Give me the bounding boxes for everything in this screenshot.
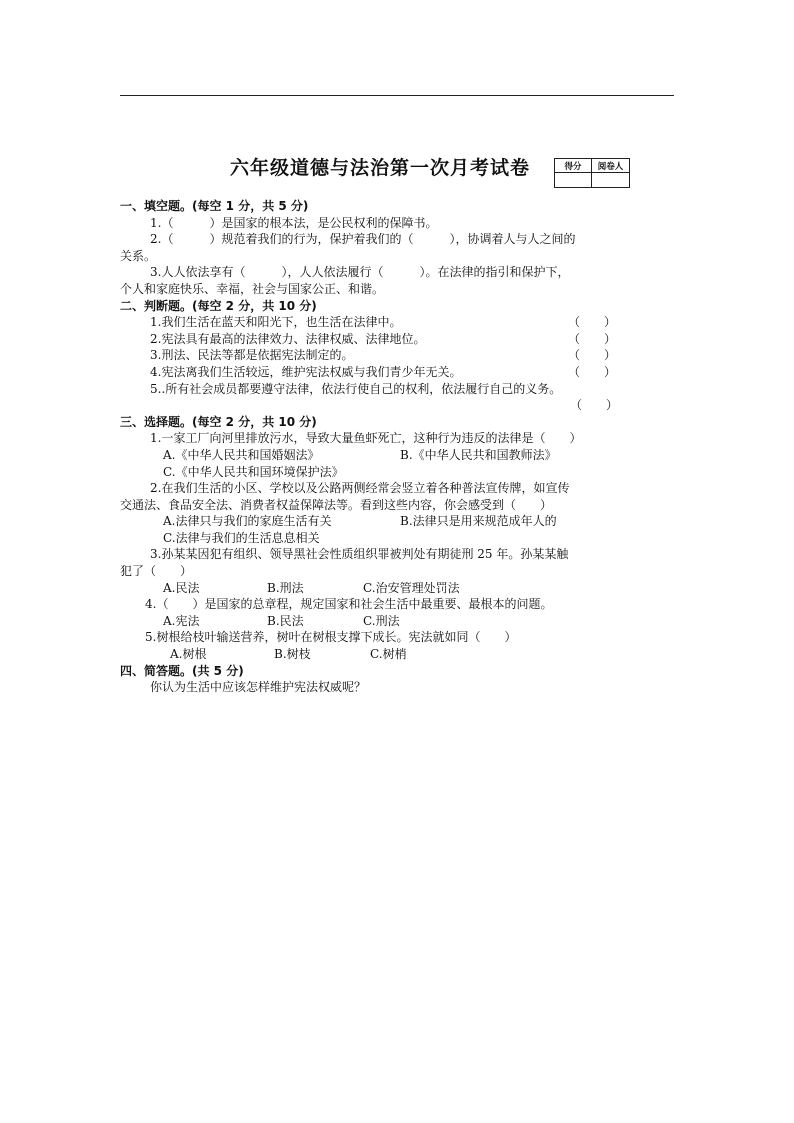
fill-q2-line1: 2.（ ）规范着我们的行为，保护着我们的（ ），协调着人与人之间的 <box>150 232 576 247</box>
choice-q5-options <box>120 646 680 663</box>
choice-q2-option-c[interactable]: C.法律与我们的生活息息相关 <box>163 530 320 545</box>
choice-q1-option-a[interactable]: A.《中华人民共和国婚姻法》 <box>163 447 320 462</box>
choice-q4-option-b[interactable]: B.民法 <box>267 613 304 628</box>
choice-q4-options <box>120 613 680 630</box>
top-rule <box>120 95 674 96</box>
choice-q1-options <box>120 447 680 464</box>
short-answer-question: 你认为生活中应该怎样维护宪法权威呢？ <box>150 680 367 695</box>
choice-q3-line2: 犯了（ ） <box>120 564 193 579</box>
score-cell[interactable] <box>555 173 592 187</box>
grader-cell[interactable] <box>592 173 629 187</box>
choice-q4: 4.（ ）是国家的总章程，规定国家和社会生活中最重要、最根本的问题。 <box>145 597 553 612</box>
judge-q5: 5..所有社会成员都要遵守法律，依法行使自己的权利，依法履行自己的义务。 <box>150 381 562 396</box>
judge-item <box>120 364 680 381</box>
choice-q3-options <box>120 580 680 597</box>
choice-q5-option-c[interactable]: C.树梢 <box>370 647 407 662</box>
judge-q2-answer[interactable]: （ ） <box>568 331 617 346</box>
choice-q2-option-b[interactable]: B.法律只是用来规范成年人的 <box>400 514 557 529</box>
choice-q5-option-b[interactable]: B.树枝 <box>274 647 311 662</box>
choice-q2-line2: 交通法、食品安全法、消费者权益保障法等。看到这些内容，你会感受到（ ） <box>120 497 553 512</box>
judge-q5-answer[interactable]: （ ） <box>570 398 619 413</box>
section3-heading: 三、选择题。(每空 2 分，共 10 分) <box>120 414 317 429</box>
choice-q2-options <box>120 513 680 530</box>
score-box <box>554 158 630 188</box>
judge-item <box>120 314 680 331</box>
choice-q3-line1: 3.孙某某因犯有组织、领导黑社会性质组织罪被判处有期徒刑 25 年。孙某某触 <box>150 547 569 562</box>
section4-heading: 四、简答题。(共 5 分) <box>120 663 244 678</box>
fill-q3-line1: 3.人人依法享有（ ），人人依法履行（ ）。在法律的指引和保护下， <box>150 265 570 280</box>
grader-label: 阅卷人 <box>592 159 629 173</box>
choice-q1-option-c[interactable]: C.《中华人民共和国环境保护法》 <box>163 464 344 479</box>
choice-q5: 5.树根给枝叶输送营养，树叶在树根支撑下成长。宪法就如同（ ） <box>145 630 517 645</box>
choice-q5-option-a[interactable]: A.树根 <box>170 647 207 662</box>
judge-item <box>120 347 680 364</box>
choice-q1-option-b[interactable]: B.《中华人民共和国教师法》 <box>400 447 557 462</box>
choice-q3-option-c[interactable]: C.治安管理处罚法 <box>363 580 460 595</box>
judge-q4-answer[interactable]: （ ） <box>568 364 617 379</box>
section1-heading: 一、填空题。(每空 1 分，共 5 分) <box>120 199 309 213</box>
choice-q2-option-a[interactable]: A.法律只与我们的家庭生活有关 <box>163 514 332 529</box>
exam-content <box>120 198 680 696</box>
score-label: 得分 <box>555 159 592 173</box>
choice-q4-option-a[interactable]: A.宪法 <box>163 613 200 628</box>
judge-q3: 3.刑法、民法等都是依据宪法制定的。 <box>150 348 354 363</box>
fill-q3-line2: 个人和家庭快乐、幸福，社会与国家公正、和谐。 <box>120 281 385 296</box>
choice-q1: 1.一家工厂向河里排放污水，导致大量鱼虾死亡，这种行为违反的法律是（ ） <box>150 431 582 446</box>
fill-q1: 1.（ ）是国家的根本法，是公民权利的保障书。 <box>150 215 438 230</box>
judge-q4: 4.宪法离我们生活较远，维护宪法权威与我们青少年无关。 <box>150 364 462 379</box>
judge-q3-answer[interactable]: （ ） <box>568 348 617 363</box>
section2-heading: 二、判断题。(每空 2 分，共 10 分) <box>120 298 317 313</box>
fill-q2-line2: 关系。 <box>120 248 157 263</box>
judge-q1: 1.我们生活在蓝天和阳光下，也生活在法律中。 <box>150 315 402 330</box>
judge-q1-answer[interactable]: （ ） <box>568 315 617 330</box>
choice-q4-option-c[interactable]: C.刑法 <box>363 613 400 628</box>
choice-q2-line1: 2.在我们生活的小区、学校以及公路两侧经常会竖立着各种普法宣传牌，如宣传 <box>150 481 570 496</box>
judge-item <box>120 331 680 348</box>
judge-q2: 2.宪法具有最高的法律效力、法律权威、法律地位。 <box>150 331 426 346</box>
choice-q3-option-a[interactable]: A.民法 <box>163 580 200 595</box>
choice-q3-option-b[interactable]: B.刑法 <box>267 580 304 595</box>
page-title: 六年级道德与法治第一次月考试卷 <box>229 157 530 179</box>
